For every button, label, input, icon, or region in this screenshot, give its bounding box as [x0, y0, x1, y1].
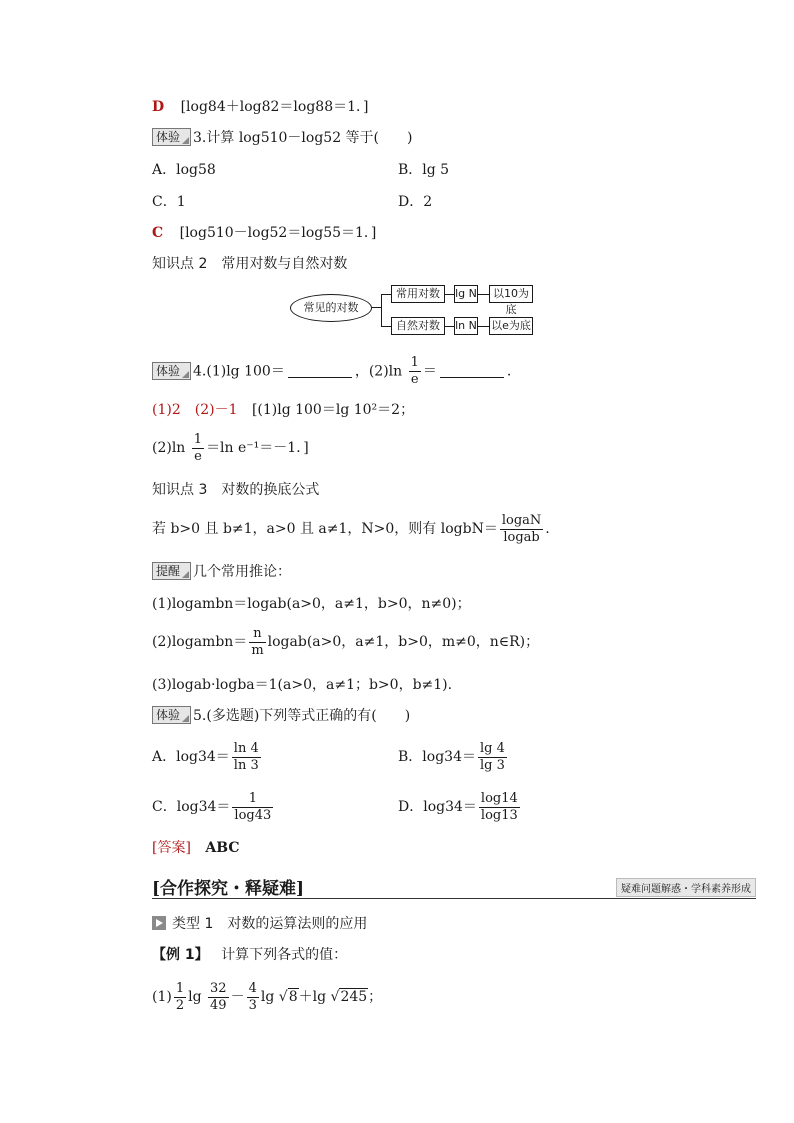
text: lg [260, 989, 275, 1005]
q3-option-d [398, 192, 432, 212]
question-3 [152, 128, 412, 148]
q5-option-c [152, 788, 275, 826]
answer-explanation: [log84＋log82＝log88＝1．] [180, 99, 369, 115]
numerator: logaN [501, 512, 542, 528]
fraction [409, 355, 421, 388]
fraction [174, 981, 186, 1014]
answer-explanation: [(1)lg 100＝lg 10²＝2； [251, 402, 415, 418]
section-title: [合作探究・释疑难] [152, 879, 305, 899]
example-label: 【例 1】 [152, 947, 209, 963]
fraction [247, 981, 259, 1014]
denominator: e [410, 372, 419, 387]
numerator: ln 4 [233, 740, 259, 756]
section-heading [152, 874, 756, 899]
answer-line-d [152, 97, 368, 117]
tiyan-tag: 体验 [152, 362, 191, 380]
diagram-row2-base: 以e为底 [489, 317, 533, 335]
numerator: 1 [232, 791, 273, 808]
text: (2)logambn＝ [152, 634, 248, 650]
knowledge-point-3: 知识点 3 对数的换底公式 [152, 482, 320, 498]
connector [371, 307, 381, 308]
connector [477, 294, 489, 295]
option-label: D．log34＝ [398, 799, 477, 815]
fraction [500, 513, 543, 546]
answer-4 [152, 400, 414, 420]
equals: ＝ [422, 363, 437, 380]
answer-explanation: [log510－log52＝log55＝1．] [179, 225, 377, 241]
fraction [479, 791, 520, 824]
formula-text: 若 b>0 且 b≠1，a>0 且 a≠1，N>0，则有 logbN＝ [152, 521, 498, 537]
text: ； [368, 989, 383, 1005]
denominator: m [251, 642, 264, 658]
answer-line-c [152, 223, 376, 243]
text: lg [188, 989, 202, 1005]
diagram-row1-base: 以10为底 [489, 285, 533, 303]
reminder-text: 几个常用推论： [193, 564, 292, 580]
option-d: D．2 [398, 194, 433, 210]
fraction [192, 432, 204, 465]
text: － [230, 989, 245, 1005]
answer-label: [答案] [152, 840, 191, 856]
text: ＋lg [298, 989, 327, 1005]
diagram-row1-symbol: lg N [454, 285, 478, 303]
option-label: A．log34＝ [152, 749, 230, 765]
fraction [208, 981, 229, 1014]
option-b: B．lg 5 [398, 162, 450, 178]
numerator: 1 [175, 980, 185, 996]
answer-5 [152, 838, 240, 858]
denominator: e [194, 448, 202, 464]
q5-option-b [398, 738, 509, 776]
option-label: B．log34＝ [398, 749, 476, 765]
question-text: 3.计算 log510－log52 等于( ) [193, 130, 413, 146]
sqrt-radicand: 245 [340, 989, 368, 1005]
q5-option-d [398, 788, 522, 826]
tiyan-tag: 体验 [152, 706, 191, 724]
q3-options-row-1 [152, 160, 216, 180]
q4-part2: ，(2)ln [354, 363, 403, 380]
question-4 [152, 355, 511, 388]
numerator: lg 4 [479, 740, 505, 756]
connector [381, 326, 391, 327]
example-1 [152, 945, 347, 965]
denominator: lg 3 [479, 757, 505, 773]
option-label: C．log34＝ [152, 799, 231, 815]
denominator: logab [503, 529, 540, 545]
numerator: 32 [210, 980, 227, 996]
diagram-row1-name: 常用对数 [391, 285, 445, 303]
connector [444, 326, 454, 327]
numerator: 4 [248, 980, 257, 996]
example-text: 计算下列各式的值： [221, 947, 348, 963]
reminder [152, 562, 291, 582]
period: . [545, 521, 550, 537]
type-1-heading [152, 914, 367, 934]
fraction [232, 741, 261, 774]
connector [381, 294, 382, 326]
section-subtitle-badge: 疑难问题解惑・学科素养形成 [616, 878, 756, 897]
fraction [478, 741, 507, 774]
denominator: 49 [210, 997, 227, 1013]
type-title: 类型 1 对数的运算法则的应用 [172, 916, 368, 932]
fraction [249, 626, 265, 659]
q3-options-row-2 [152, 192, 186, 212]
tixing-tag: 提醒 [152, 562, 191, 580]
corollary-3: (3)logab·logba＝1(a>0，a≠1；b>0，b≠1). [152, 677, 453, 693]
fraction [232, 791, 273, 824]
denominator: ln 3 [233, 757, 259, 773]
numerator: n [249, 626, 265, 643]
denominator: 2 [175, 997, 185, 1013]
q4-part1: 4.(1)lg 100＝ [193, 363, 285, 380]
change-of-base-formula [152, 510, 550, 548]
numerator: 1 [410, 355, 419, 370]
answer-value: ABC [205, 840, 240, 856]
answer-4-cont [152, 430, 309, 466]
example-1-part-1: (1) $\frac{1}{2}$ lg $\frac{32}{49}$ － $\frac{4}{3}$ lg √8＋lg √245； [152, 980, 383, 1013]
numerator: 1 [193, 431, 203, 447]
q5-option-a [152, 738, 263, 776]
denominator: log13 [480, 807, 518, 823]
answer-letter: C [152, 225, 164, 241]
answer-blank [288, 363, 352, 378]
q3-option-b [398, 160, 449, 180]
sqrt-radicand: 8 [288, 989, 298, 1005]
connector [444, 294, 454, 295]
corollary-2 [152, 624, 539, 660]
question-5 [152, 706, 410, 726]
knowledge-point-2: 知识点 2 常用对数与自然对数 [152, 256, 348, 272]
connector [381, 294, 391, 295]
denominator: log43 [234, 807, 272, 823]
denominator: 3 [248, 997, 257, 1013]
answer-letter: D [152, 99, 165, 115]
period: . [506, 363, 512, 380]
text: (1) [152, 989, 172, 1005]
diagram-row2-symbol: ln N [454, 317, 478, 335]
text: logab(a>0，a≠1，b>0，m≠0，n∈R)； [267, 634, 540, 650]
answer-blank [440, 363, 504, 378]
option-c: C．1 [152, 194, 186, 210]
play-triangle-icon [152, 916, 166, 930]
question-text: 5.(多选题)下列等式正确的有( ) [193, 708, 411, 724]
answer-values: (1)2 (2)－1 [152, 402, 238, 418]
option-a: A．log58 [152, 162, 216, 178]
tiyan-tag: 体验 [152, 128, 191, 146]
text: (2)ln [152, 440, 186, 456]
diagram-root: 常见的对数 [290, 294, 372, 322]
numerator: log14 [480, 790, 518, 806]
connector [477, 326, 489, 327]
corollary-1: (1)logambn＝logab(a>0，a≠1，b>0，n≠0)； [152, 596, 471, 612]
diagram-row2-name: 自然对数 [391, 317, 445, 335]
text: ＝ln e⁻¹＝－1．] [206, 440, 309, 456]
